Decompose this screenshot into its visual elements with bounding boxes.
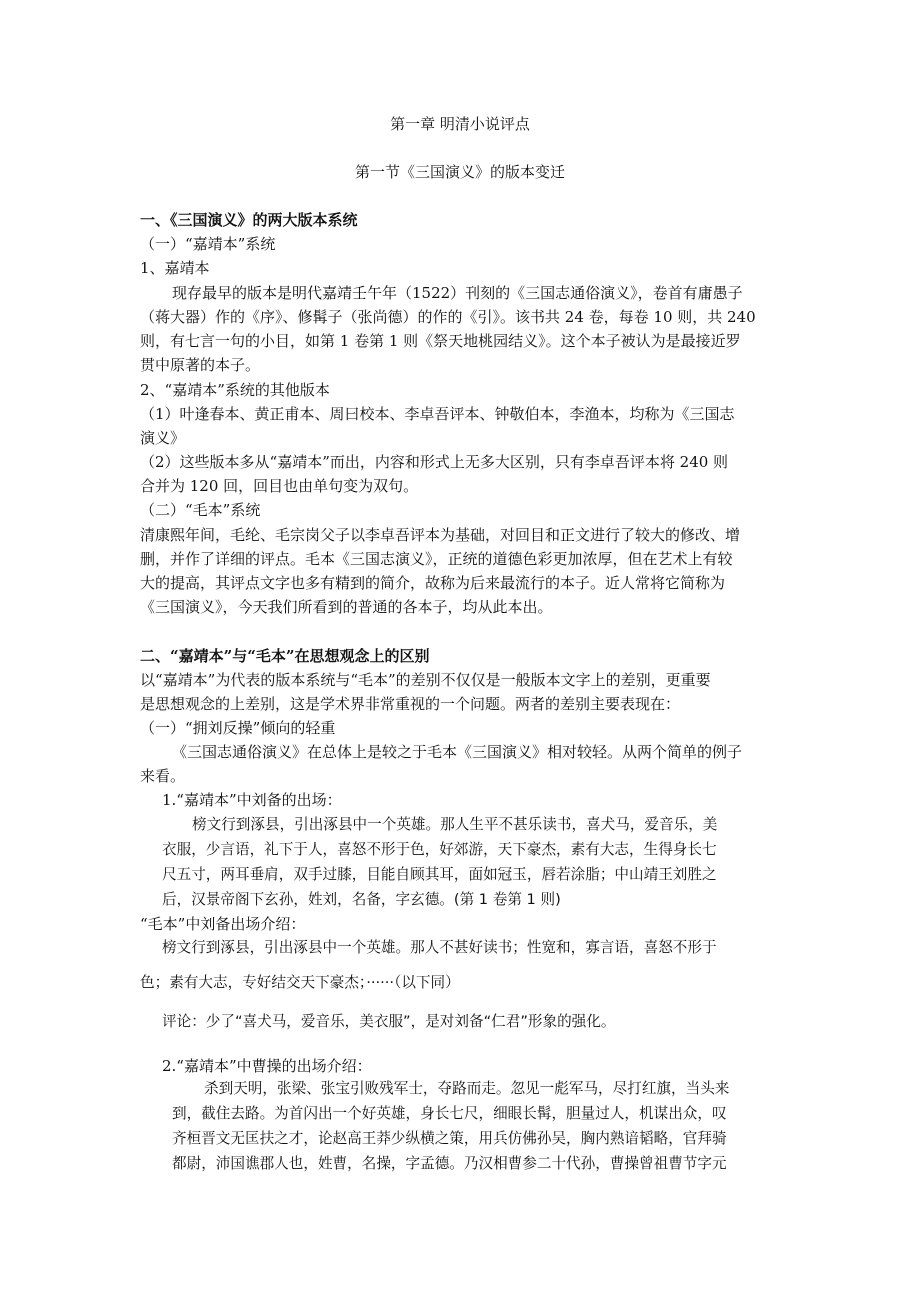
paragraph-line: 大的提高，其评点文字也多有精到的简介，故称为后来最流行的本子。近人常将它简称为 [140,574,726,592]
paragraph-line: 是思想观念的上差别，这是学术界非常重视的一个问题。两者的差别主要表现在： [140,695,681,713]
quote-line: 榜文行到涿县，引出涿县中一个英雄。那人生平不甚乐读书，喜犬马，爱音乐，美 [192,816,718,833]
part1-subheading-2: （二）“毛本”系统 [140,501,261,519]
quote-line: 后，汉景帝阁下玄孙，姓刘，名备，字玄德。(第 1 卷第 1 则) [162,891,561,908]
chapter-title: 第一章 明清小说评点 [390,115,530,133]
quote-line: 衣服，少言语，礼下于人，喜怒不形于色，好郊游，天下豪杰，素有大志，生得身长七 [162,841,717,858]
quote-line: 色；素有大志，专好结交天下豪杰；······（以下同） [140,974,460,991]
paragraph-line: 删，并作了详细的评点。毛本《三国志演义》，正统的道德色彩更加浓厚，但在艺术上有较 [140,550,733,568]
paragraph-line: 合并为 120 回，回目也由单句变为双句。 [140,477,419,495]
part1-heading: 一、《三国演义》的两大版本系统 [140,211,358,229]
paragraph-line: 《三国演义》，今天我们所看到的普通的各本子，均从此本出。 [140,598,553,616]
paragraph-line: 演义》 [140,429,186,447]
paragraph-line: 现存最早的版本是明代嘉靖壬午年（1522）刊刻的《三国志通俗演义》，卷首有庸愚子 [172,284,743,302]
paragraph-line: 以“嘉靖本”为代表的版本系统与“毛本”的差别不仅仅是一般版本文字上的差别，更重要 [140,671,711,689]
part1-subheading-1: （一）“嘉靖本”系统 [140,235,276,253]
paragraph-line: （蒋大器）作的《序》、修髯子（张尚德）的作的《引》。该书共 24 卷，每卷 10 则，共 240 [140,308,756,326]
paragraph-line: 则，有七言一句的小目，如第 1 卷第 1 则《祭天地桃园结义》。这个本子被认为是最接近罗 [140,332,741,350]
section-title: 第一节《三国演义》的版本变迁 [354,163,565,181]
quote-line: 齐桓晋文无匡扶之才，论赵高王莽少纵横之策，用兵仿佛孙吴，胸内熟谙韬略，官拜骑 [172,1130,727,1147]
mao-title: “毛本”中刘备出场介绍： [140,915,306,933]
part2-heading: 二、“嘉靖本”与“毛本”在思想观念上的区别 [140,647,430,665]
paragraph-line: 贯中原著的本子。 [140,356,261,374]
quote-line: 到，截住去路。为首闪出一个好英雄，身长七尺，细眼长髯，胆量过人，机谋出众，叹 [172,1105,727,1122]
comment-line: 评论：少了“喜犬马，爱音乐，美衣服”，是对刘备“仁君”形象的强化。 [162,1013,616,1030]
part2-subheading-1: （一）“拥刘反操”倾向的轻重 [140,719,336,737]
paragraph-line: 《三国志通俗演义》在总体上是较之于毛本《三国演义》相对较轻。从两个简单的例子 [172,743,743,761]
quote-line: 都尉，沛国谯郡人也，姓曹，名操，字孟德。乃汉相曹参二十代孙，曹操曾祖曹节字元 [172,1155,727,1172]
example2-title: 2.“嘉靖本”中曹操的出场介绍： [162,1057,372,1075]
paragraph-line: （2）这些版本多从“嘉靖本”而出，内容和形式上无多大区别，只有李卓吾评本将 240 则 [140,453,729,471]
paragraph-line: 清康熙年间，毛纶、毛宗岗父子以李卓吾评本为基础，对回目和正文进行了较大的修改、增 [140,526,741,544]
paragraph-line: 来看。 [140,767,186,785]
item2-title: 2、“嘉靖本”系统的其他版本 [140,381,330,399]
quote-line: 尺五寸，两耳垂肩，双手过膝，目能自顾其耳，面如冠玉，唇若涂脂；中山靖王刘胜之 [162,866,717,883]
paragraph-line: （1）叶逢春本、黄正甫本、周曰校本、李卓吾评本、钟敬伯本，李渔本，均称为《三国志 [140,405,735,423]
quote-line: 杀到天明，张梁、张宝引败残军士，夺路而走。忽见一彪军马，尽打红旗，当头来 [204,1080,730,1097]
example1-title: 1.“嘉靖本”中刘备的出场： [162,791,342,809]
quote-line: 榜文行到涿县，引出涿县中一个英雄。那人不甚好读书；性宽和，寡言语，喜怒不形于 [162,939,717,956]
item1-title: 1、嘉靖本 [140,259,210,277]
